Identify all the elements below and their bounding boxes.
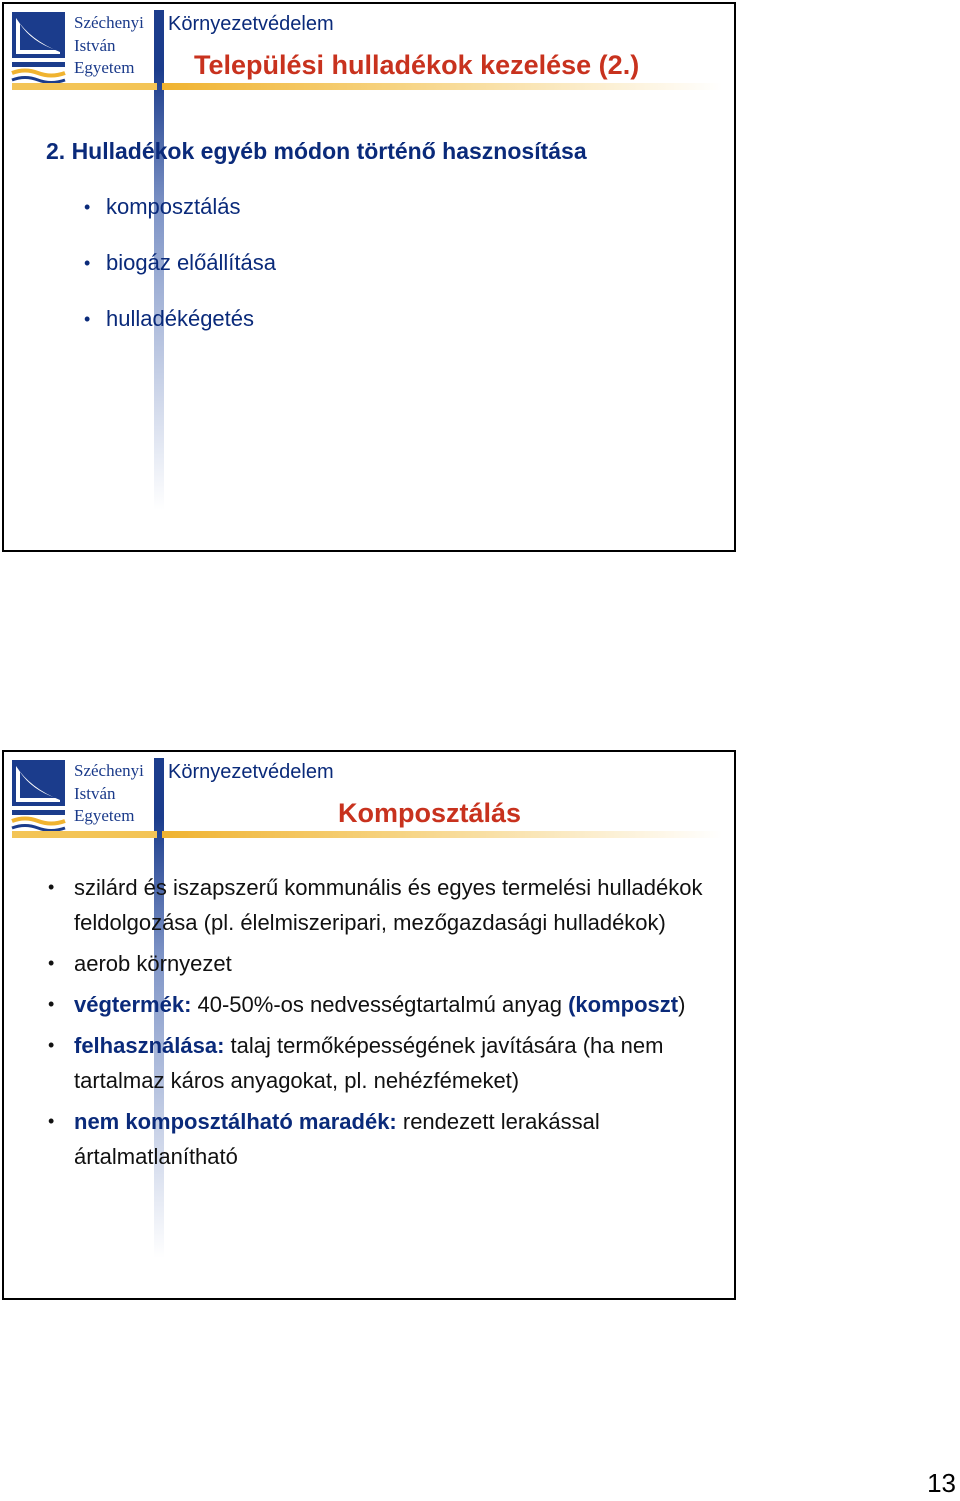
university-name bbox=[74, 760, 154, 828]
bullet-list bbox=[46, 870, 716, 1180]
university-logo-icon bbox=[10, 10, 67, 84]
slide-title: Települési hulladékok kezelése (2.) bbox=[194, 50, 640, 80]
list-item bbox=[46, 1104, 716, 1174]
university-line-2: István bbox=[74, 35, 116, 55]
list-item: • komposztálás bbox=[82, 192, 276, 248]
university-line-3: Egyetem bbox=[74, 806, 135, 825]
university-line-3: Egyetem bbox=[74, 58, 135, 77]
list-item: • biogáz előállítása bbox=[82, 248, 276, 304]
horizontal-accent-bar bbox=[162, 83, 722, 90]
item-label: felhasználása: bbox=[74, 1033, 225, 1058]
item-text: talaj termőképességének javítására (ha nem tartalmaz káros anyagokat, pl. nehézfémeket) bbox=[74, 1033, 664, 1093]
course-name: Környezetvédelem bbox=[168, 13, 334, 35]
list-item bbox=[46, 987, 716, 1022]
item-text: szilárd és iszapszerű kommunális és egyes termelési hulladékok feldolgozása (pl. élelmiszeripari, mezőgazdasági hulladékok) bbox=[74, 875, 703, 935]
slide-1 bbox=[2, 2, 736, 552]
university-line-1: Széchenyi bbox=[74, 761, 144, 780]
bullet-list bbox=[82, 192, 276, 360]
slide-2 bbox=[2, 750, 736, 1300]
item-label: végtermék: bbox=[74, 992, 192, 1017]
list-item bbox=[46, 1028, 716, 1098]
slide-title: Komposztálás bbox=[338, 798, 522, 828]
horizontal-accent-bar bbox=[162, 831, 722, 838]
university-line-1: Széchenyi bbox=[74, 13, 144, 32]
university-name bbox=[74, 12, 154, 80]
item-label: nem komposztálható maradék: bbox=[74, 1109, 397, 1134]
list-item bbox=[46, 870, 716, 940]
section-heading: 2. Hulladékok egyéb módon történő hasznosítása bbox=[46, 138, 587, 164]
page-number: 13 bbox=[927, 1468, 956, 1498]
logo-underline bbox=[12, 831, 157, 838]
list-item: • hulladékégetés bbox=[82, 304, 276, 360]
item-text-end: ) bbox=[678, 992, 686, 1017]
item-text: 40-50%-os nedvességtartalmú anyag bbox=[191, 992, 569, 1017]
item-text: rendezett lerakással ártalmatlanítható bbox=[74, 1109, 600, 1169]
course-name: Környezetvédelem bbox=[168, 761, 334, 783]
university-line-2: István bbox=[74, 783, 116, 803]
list-item bbox=[46, 946, 716, 981]
item-text: aerob környezet bbox=[74, 951, 232, 976]
item-term: (komposzt bbox=[568, 992, 679, 1017]
university-logo-icon bbox=[10, 758, 67, 832]
logo-underline bbox=[12, 83, 157, 90]
